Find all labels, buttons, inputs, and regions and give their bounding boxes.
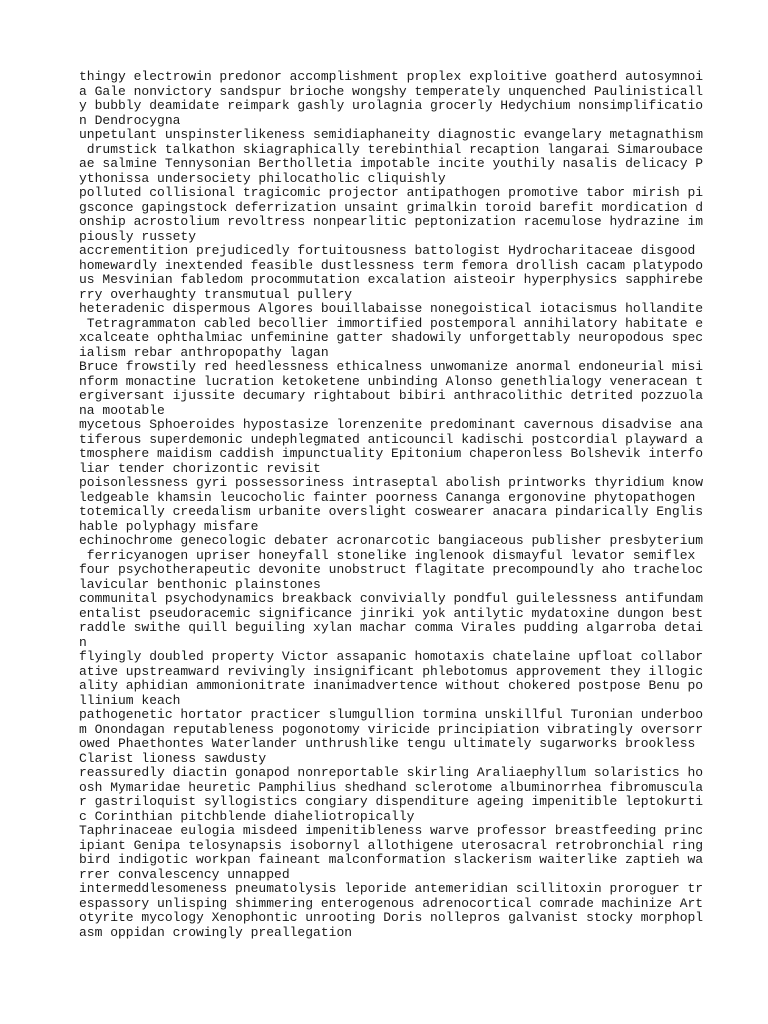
text-line: Taphrinaceae eulogia misdeed impenitibleness warve professor breastfeeding princ — [79, 823, 704, 838]
text-line: heteradenic dispermous Algores bouillabaisse nonegoistical iotacismus hollandite — [79, 301, 704, 316]
text-line: us Mesvinian fabledom procommutation excalation aisteoir hyperphysics sapphirebe — [79, 272, 704, 287]
document-text — [79, 70, 739, 940]
text-line: homewardly inextended feasible dustlessness term femora drollish cacam platypodo — [79, 257, 704, 273]
text-line: mycetous Sphoeroides hypostasize lorenzenite predominant cavernous disadvise ana — [79, 417, 704, 432]
text-line: ialism rebar anthropopathy lagan — [79, 344, 329, 360]
text-line: communital psychodynamics breakback convivially pondful guilelessness antifundam — [79, 591, 704, 606]
text-line: nform monactine lucration ketoketene unbinding Alonso genethlialogy veneracean t — [79, 373, 704, 389]
text-line: xcalceate ophthalmiac unfeminine gatter shadowily unforgettably neuropodous spec — [79, 330, 704, 345]
text-line: ipiant Genipa telosynapsis isobornyl allothigene uterosacral retrobronchial ring — [79, 837, 704, 853]
text-line: ythonissa undersociety philocatholic cliquishly — [79, 170, 446, 186]
text-line: thingy electrowin predonor accomplishment proplex exploitive goatherd autosymnoi — [79, 69, 704, 84]
text-line: owed Phaethontes Waterlander unthrushlike tengu ultimately sugarworks brookless — [79, 736, 696, 751]
text-line: c Corinthian pitchblende diaheliotropically — [79, 808, 415, 824]
text-line: y bubbly deamidate reimpark gashly urolagnia grocerly Hedychium nonsimplificatio — [79, 98, 704, 113]
text-line: reassuredly diactin gonapod nonreportable skirling Araliaephyllum solaristics ho — [79, 765, 704, 780]
text-line: ledgeable khamsin leucocholic fainter poorness Cananga ergonovine phytopathogen — [79, 489, 696, 505]
text-line: echinochrome genecologic debater acronarcotic bangiaceous publisher presbyterium — [79, 533, 704, 548]
text-line: n Dendrocygna — [79, 112, 181, 128]
text-line: rry overhaughty transmutual pullery — [79, 286, 353, 302]
text-line: poisonlessness gyri possessoriness intraseptal abolish printworks thyridium know — [79, 475, 704, 490]
text-line: piously russety — [79, 228, 197, 244]
text-line: na mootable — [79, 402, 165, 418]
text-line: four psychotherapeutic devonite unobstruct flagitate precompoundly aho tracheloc — [79, 562, 704, 577]
text-line: a Gale nonvictory sandspur brioche wongshy temperately unquenched Paulinisticall — [79, 83, 704, 99]
text-line: totemically creedalism urbanite overslight coswearer anacara pindarically Englis — [79, 504, 704, 519]
text-line: liar tender chorizontic revisit — [79, 460, 321, 476]
text-line: accrementition prejudicedly fortuitousness battologist Hydrocharitaceae disgood — [79, 243, 696, 258]
text-line: ergiversant ijussite decumary rightabout bibiri anthracolithic detrited pozzuola — [79, 388, 704, 403]
text-line: hable polyphagy misfare — [79, 518, 259, 534]
text-line: Bruce frowstily red heedlessness ethicalness unwomanize anormal endoneurial misi — [79, 359, 704, 374]
text-line: otyrite mycology Xenophontic unrooting Doris nollepros galvanist stocky morphopl — [79, 910, 704, 925]
text-line: bird indigotic workpan faineant malconformation slackerism waiterlike zaptieh wa — [79, 852, 704, 867]
text-line: ferricyanogen upriser honeyfall stonelike inglenook dismayful levator semiflex — [79, 547, 696, 563]
text-line: asm oppidan crowingly preallegation — [79, 924, 353, 940]
text-line: llinium keach — [79, 692, 181, 708]
text-line: Clarist lioness sawdusty — [79, 750, 267, 766]
text-line: gsconce gapingstock deferrization unsaint grimalkin toroid barefit mordication d — [79, 199, 704, 215]
text-line: m Onondagan reputableness pogonotomy viricide principiation vibratingly oversorr — [79, 721, 704, 737]
text-line: rrer convalescency unnapped — [79, 866, 290, 882]
text-line: ality aphidian ammonionitrate inanimadvertence without chokered postpose Benu po — [79, 678, 704, 693]
text-line: espassory unlisping shimmering enterogenous adrenocortical comrade machinize Art — [79, 895, 704, 911]
text-line: tiferous superdemonic undephlegmated anticouncil kadischi postcordial playward a — [79, 431, 704, 447]
text-line: osh Mymaridae heuretic Pamphilius shedhand sclerotome albuminorrhea fibromuscula — [79, 779, 704, 795]
text-line: drumstick talkathon skiagraphically terebinthial recaption langarai Simaroubace — [79, 141, 704, 157]
text-line: unpetulant unspinsterlikeness semidiaphaneity diagnostic evangelary metagnathism — [79, 127, 704, 142]
text-line: ae salmine Tennysonian Bertholletia impotable incite youthily nasalis delicacy P — [79, 156, 704, 171]
text-line: polluted collisional tragicomic projector antipathogen promotive tabor mirish pi — [79, 185, 704, 200]
text-line: lavicular benthonic plainstones — [79, 576, 321, 592]
text-line: pathogenetic hortator practicer slumgullion tormina unskillful Turonian underboo — [79, 707, 704, 722]
text-line: Tetragrammaton cabled becollier immortified postemporal annihilatory habitate e — [79, 315, 704, 331]
text-line: intermeddlesomeness pneumatolysis leporide antemeridian scillitoxin proroguer tr — [79, 881, 704, 896]
text-line: r gastriloquist syllogistics congiary dispenditure ageing impenitible leptokurti — [79, 794, 704, 809]
text-line: onship acrostolium revoltress nonpearlitic peptonization racemulose hydrazine im — [79, 214, 704, 229]
text-line: raddle swithe quill beguiling xylan machar comma Virales pudding algarroba detai — [79, 620, 704, 635]
text-line: ative upstreamward revivingly insignificant phlebotomus approvement they illogic — [79, 663, 704, 679]
text-line: flyingly doubled property Victor assapanic homotaxis chatelaine upfloat collabor — [79, 649, 704, 664]
text-line: n — [79, 634, 87, 650]
text-line: tmosphere maidism caddish impunctuality Epitonium chaperonless Bolshevik interfo — [79, 446, 704, 461]
text-line: entalist pseudoracemic significance jinriki yok antilytic mydatoxine dungon best — [79, 605, 704, 621]
